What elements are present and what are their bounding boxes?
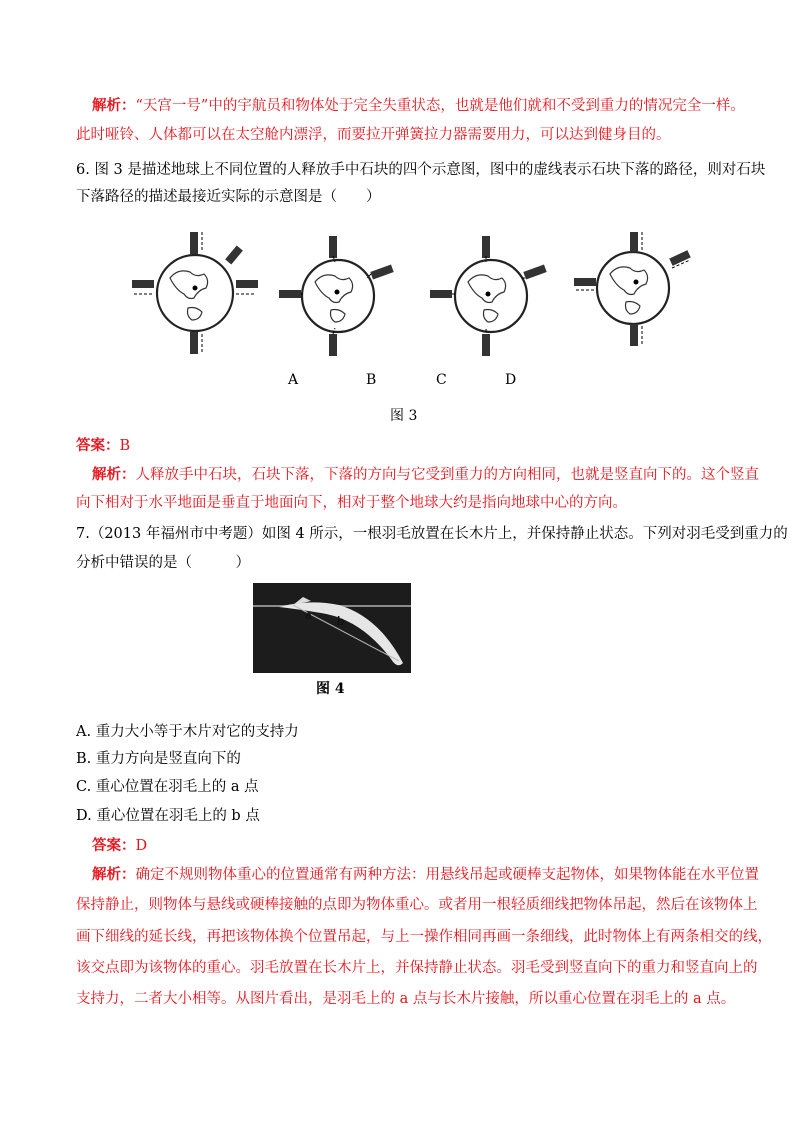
q7-analysis-line1 xyxy=(76,861,759,889)
q6-analysis-text1: 人释放手中石块，石块下落，下落的方向与它受到重力的方向相同，也就是竖直向下的。这个竖直 xyxy=(135,467,759,483)
fig3-option-c: C xyxy=(436,372,447,388)
globe-diagram-c xyxy=(426,228,556,358)
q6-analysis-line2: 向下相对于水平地面是垂直于地面向下，相对于整个地球大约是指向地球中心的方向。 xyxy=(76,495,627,511)
q6-answer-line xyxy=(76,432,736,460)
q6-stem-line2: 下落路径的描述最接近实际的示意图是（ ） xyxy=(76,189,381,205)
q7-stem-line1: 7.（2013 年福州市中考题）如图 4 所示，一根羽毛放置在长木片上，并保持静止状态。下列对羽毛受到重力的 xyxy=(76,526,788,542)
q7-option-c: C. 重心位置在羽毛上的 a 点 xyxy=(76,779,259,795)
fig4-caption: 图 4 xyxy=(316,681,345,697)
globe-diagram-d xyxy=(568,228,698,358)
q6-answer: B xyxy=(119,438,131,454)
q7-option-d: D. 重心位置在羽毛上的 b 点 xyxy=(76,808,260,824)
feather-photo xyxy=(253,583,411,673)
q5-analysis-line2: 此时哑铃、人体都可以在太空舱内漂浮，而要拉开弹簧拉力器需要用力，可以达到健身目的。 xyxy=(76,127,671,143)
q5-analysis-label: 解析： xyxy=(92,97,136,114)
fig3-option-d: D xyxy=(505,372,517,388)
q7-analysis-line2: 保持静止，则物体与悬线或硬棒接触的点即为物体重心。或者用一根轻质细线把物体吊起，然后在该物体上 xyxy=(76,897,758,913)
q6-analysis-line1 xyxy=(76,461,759,489)
q6-stem-line1: 6. 图 3 是描述地球上不同位置的人释放手中石块的四个示意图，图中的虚线表示石块下落的路径，则对石块 xyxy=(76,162,766,178)
q7-option-b: B. 重力方向是竖直向下的 xyxy=(76,751,241,767)
q7-answer-label: 答案： xyxy=(92,837,136,854)
q7-analysis-text1: 确定不规则物体重心的位置通常有两种方法：用悬线吊起或硬棒支起物体，如果物体能在水平位置 xyxy=(135,867,759,883)
fig3-option-a: A xyxy=(288,372,299,388)
feather-label-a: a xyxy=(305,608,312,622)
q5-analysis-text1: “天宫一号”中的宇航员和物体处于完全失重状态，也就是他们就和不受到重力的情况完全一样。 xyxy=(135,98,745,114)
q7-analysis-line3: 画下细线的延长线，再把该物体换个位置吊起，与上一操作相同再画一条细线，此时物体上有两条相交的线， xyxy=(76,929,772,945)
q7-option-a: A. 重力大小等于木片对它的支持力 xyxy=(76,724,299,740)
q7-analysis-line5: 支持力，二者大小相等。从图片看出，是羽毛上的 a 点与长木片接触，所以重心位置在羽毛上的 a 点。 xyxy=(76,991,736,1007)
globe-diagram-a xyxy=(130,228,260,358)
q6-analysis-label: 解析： xyxy=(92,466,136,483)
q7-answer: D xyxy=(135,838,148,854)
q7-stem-line2: 分析中错误的是（ ） xyxy=(76,555,250,571)
figure-3 xyxy=(118,228,698,368)
q7-analysis-label: 解析： xyxy=(92,866,136,883)
q7-analysis-line4: 该交点即为该物体的重心。羽毛放置在长木片上，并保持静止状态。羽毛受到竖直向下的重力和竖直向上的 xyxy=(76,960,758,976)
feather-label-b: b xyxy=(337,614,345,628)
fig3-option-b: B xyxy=(366,372,377,388)
fig3-caption: 图 3 xyxy=(390,408,418,424)
q7-answer-line xyxy=(92,832,752,860)
q5-analysis-line1 xyxy=(76,92,745,120)
globe-diagram-b xyxy=(273,228,403,358)
q6-answer-label: 答案： xyxy=(76,437,120,454)
